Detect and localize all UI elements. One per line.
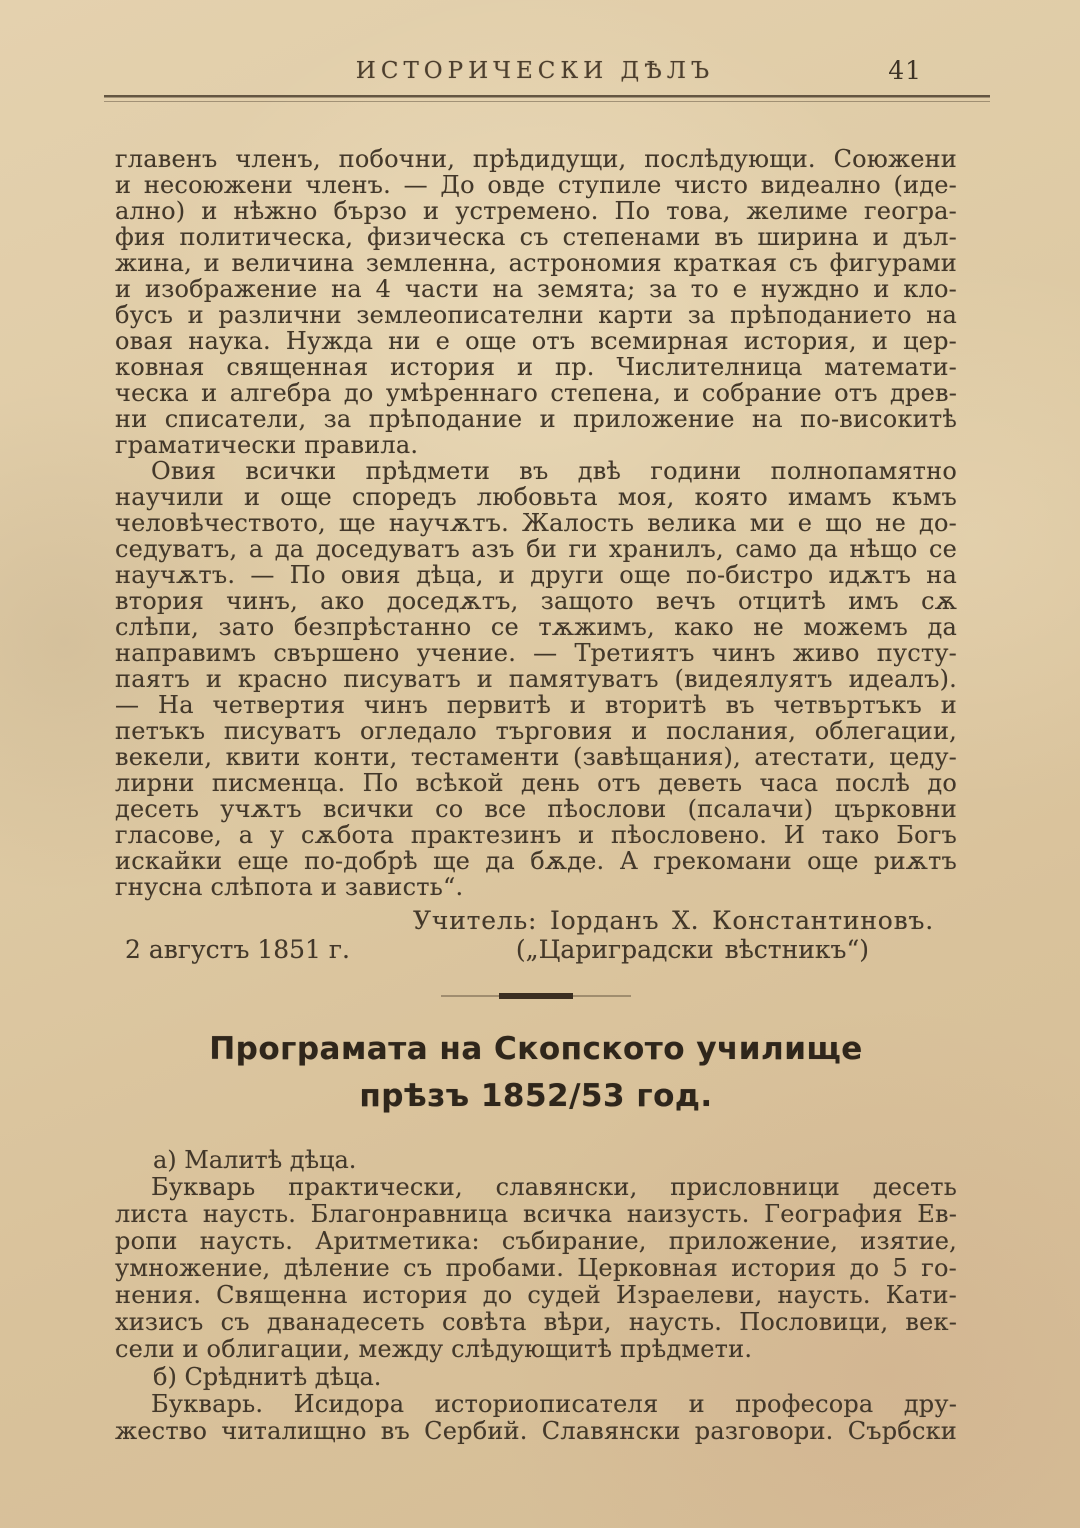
date-source-row [115,936,957,964]
text-line: ни списатели, за прѣподание и приложение на по-високитѣ [115,405,957,433]
text-line: бусъ и различни землеописателни карти за прѣподанието на [115,301,957,329]
text-line: жество читалищно въ Сербий. Славянски разговори. Сърбски [115,1417,957,1445]
paragraph-two [115,458,957,900]
text-line: и несоюжени членъ. — До овде ступиле чисто видеално (иде- [115,171,957,199]
text-line: десеть учѫтъ всички со все пѣослови (псалачи) църковни [115,795,957,823]
text-line: паятъ и красно писуватъ и памятуватъ (видеялуятъ идеалъ). [115,665,957,693]
text-line: и изображение на 4 части на земята; за то е нуждно и кло- [115,275,957,303]
text-line: векели, квити конти, тестаменти (завѣщания), атестати, цеду- [115,743,957,771]
text-line: человѣчеството, ще научѫтъ. Жалость велика ми е що не до- [115,509,957,537]
article-title [115,1026,957,1120]
text-line: умножение, дѣление съ пробами. Церковная история до 5 го- [115,1254,957,1282]
section-divider [441,991,631,1000]
text-line: гласове, а у сѫбота практезинъ и пѣословено. И тако Богъ [115,821,957,849]
program-section-b [115,1363,957,1445]
text-line: ално) и нѣжно бързо и устремено. По това, желиме геогра- [115,197,957,225]
page-number: 41 [888,56,922,85]
text-line: седуватъ, а да доседуватъ азъ би ги хранилъ, само да нѣщо се [115,535,957,563]
paragraph-continued [115,146,957,458]
text-line: жина, и величина земленна, астрономия краткая съ фигурами [115,249,957,277]
text-line: овая наука. Нужда ни е още отъ всемирная история, и цер- [115,327,957,355]
text-line: сели и облигации, между слѣдующитѣ прѣдмети. [115,1335,753,1363]
article-title-line1: Програмата на Скопското училище [209,1031,863,1067]
text-line: главенъ членъ, побочни, прѣдидущи, послѣдующи. Союжени [115,145,957,173]
text-line: гнусна слѣпота и зависть“. [115,873,464,901]
section-b-body [115,1391,957,1445]
date-text: 2 августъ 1851 г. [125,935,350,964]
text-line: ковная священная история и пр. Числителница математи- [115,353,957,381]
article-title-line2: прѣзъ 1852/53 год. [359,1078,713,1114]
running-header-title: ИСТОРИЧЕСКИ ДѢЛЪ [355,58,715,84]
text-line: втория чинъ, ако доседѫтъ, защото вечъ отцитѣ имъ сѫ [115,587,957,615]
program-section-a [115,1146,957,1363]
text-line: — На четвертия чинъ первитѣ и вторитѣ въ четвъртъкъ и [115,691,957,719]
text-line: ческа и алгебра до умѣреннаго степена, и собрание отъ древ- [115,379,957,407]
text-line: лирни писменца. По всѣкой день отъ деветь часа послѣ до [115,769,957,797]
text-line: научили и още споредъ любовьта моя, която имамъ къмъ [115,483,957,511]
text-line: петъкъ писуватъ огледало търговия и послания, облегации, [115,717,957,745]
text-line: слѣпи, зато безпрѣстанно се тѫжимъ, како не можемъ да [115,613,957,641]
text-line: научѫтъ. — По овия дѣца, и други още по-бистро идѫтъ на [115,561,957,589]
signature-line: Учитель: Іорданъ Х. Константиновъ. [413,906,934,935]
text-line: хизисъ съ дванадесеть совѣта вѣри, наусть. Пословици, век- [115,1308,957,1336]
text-block [115,146,957,1445]
text-line: Букварь практически, славянски, присловници десеть [151,1173,957,1201]
section-a-body [115,1174,957,1363]
text-line: ропи наусть. Аритметика: събирание, приложение, изятие, [115,1227,957,1255]
text-line: Овия всички прѣдмети въ двѣ години полнопамятно [151,457,957,485]
text-line: Букварь. Исидора историописателя и професора дру- [151,1390,957,1418]
header-rule [104,95,990,103]
text-line: искайки еще по-добрѣ ще да бѫде. А грекомани още риѫтъ [115,847,957,875]
text-line: граматически правила. [115,431,419,459]
text-line: листа наусть. Благонравница всичка наизусть. География Ев- [115,1200,957,1228]
text-line: направимъ свършено учение. — Третиятъ чинъ живо пусту- [115,639,957,667]
section-a-label: а) Малитѣ дѣца. [153,1146,357,1174]
text-line: нения. Священна история до судей Израелеви, наусть. Кати- [115,1281,957,1309]
newspaper-credit: („Цариградски вѣстникъ“) [515,935,869,964]
section-b-label: б) Срѣднитѣ дѣца. [153,1363,382,1391]
text-line: фия политическа, физическа съ степенами въ ширина и дъл- [115,223,957,251]
